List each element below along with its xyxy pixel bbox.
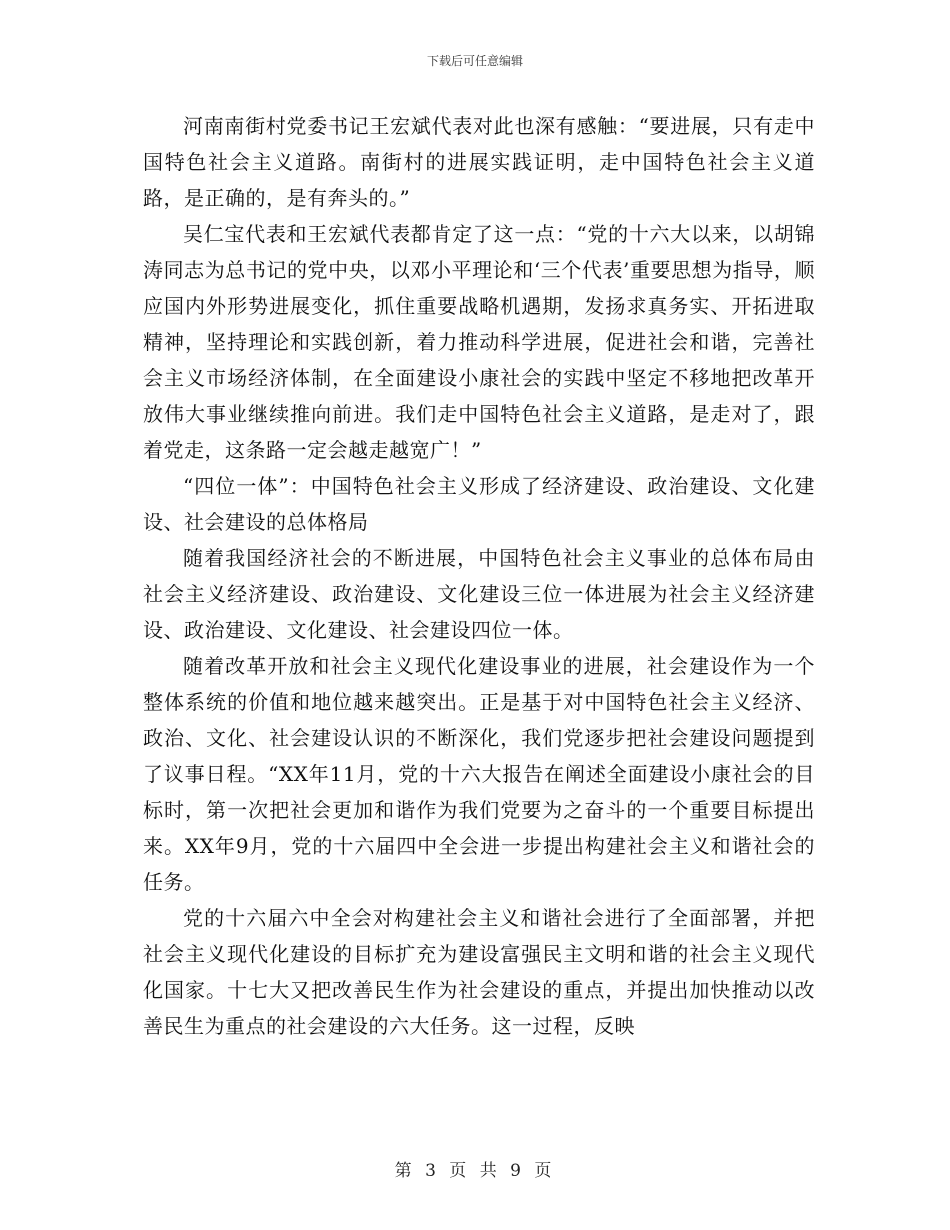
page-footer: 第 3 页 共 9 页 — [394, 1161, 556, 1181]
page-header: 下载后可任意编辑 — [426, 54, 523, 68]
paragraph-1: 河南南街村党委书记王宏斌代表对此也深有感触：“要进展，只有走中国特色社会主义道路。南街村的进展实践证明，走中国特色社会主义道路，是正确的，是有奔头的。” — [143, 114, 815, 210]
paragraph-2: 吴仁宝代表和王宏斌代表都肯定了这一点：“党的十六大以来，以胡锦涛同志为总书记的党中央，以邓小平理论和‘三个代表’重要思想为指导，顺应国内外形势进展变化，抓住重要战略机遇期，发扬求真务实、开拓进取精神，坚持理论和实践创新，着力推动科学进展，促进社会和谐，完善社会主义市场经济体制，在全面建设小康社会的实践中坚定不移地把改革开放伟大事业继续推向前进。我们走中国特色社会主义道路，是走对了，跟着党走，这条路一定会越走越宽广！” — [143, 222, 815, 462]
paragraph-6: 党的十六届六中全会对构建社会主义和谐社会进行了全面部署，并把社会主义现代化建设的目标扩充为建设富强民主文明和谐的社会主义现代化国家。十七大又把改善民生作为社会建设的重点，并提出加快推动以改善民生为重点的社会建设的六大任务。这一过程，反映 — [143, 906, 815, 1038]
paragraph-5: 随着改革开放和社会主义现代化建设事业的进展，社会建设作为一个整体系统的价值和地位越来越突出。正是基于对中国特色社会主义经济、政治、文化、社会建设认识的不断深化，我们党逐步把社会建设问题提到了议事日程。“XX年11月，党的十六大报告在阐述全面建设小康社会的目标时，第一次把社会更加和谐作为我们党要为之奋斗的一个重要目标提出来。XX年9月，党的十六届四中全会进一步提出构建社会主义和谐社会的任务。 — [143, 654, 815, 894]
paragraph-3-heading: “四位一体”：中国特色社会主义形成了经济建设、政治建设、文化建设、社会建设的总体格局 — [143, 474, 815, 534]
document-body — [143, 108, 815, 1044]
paragraph-4: 随着我国经济社会的不断进展，中国特色社会主义事业的总体布局由社会主义经济建设、政治建设、文化建设三位一体进展为社会主义经济建设、政治建设、文化建设、社会建设四位一体。 — [143, 546, 815, 642]
